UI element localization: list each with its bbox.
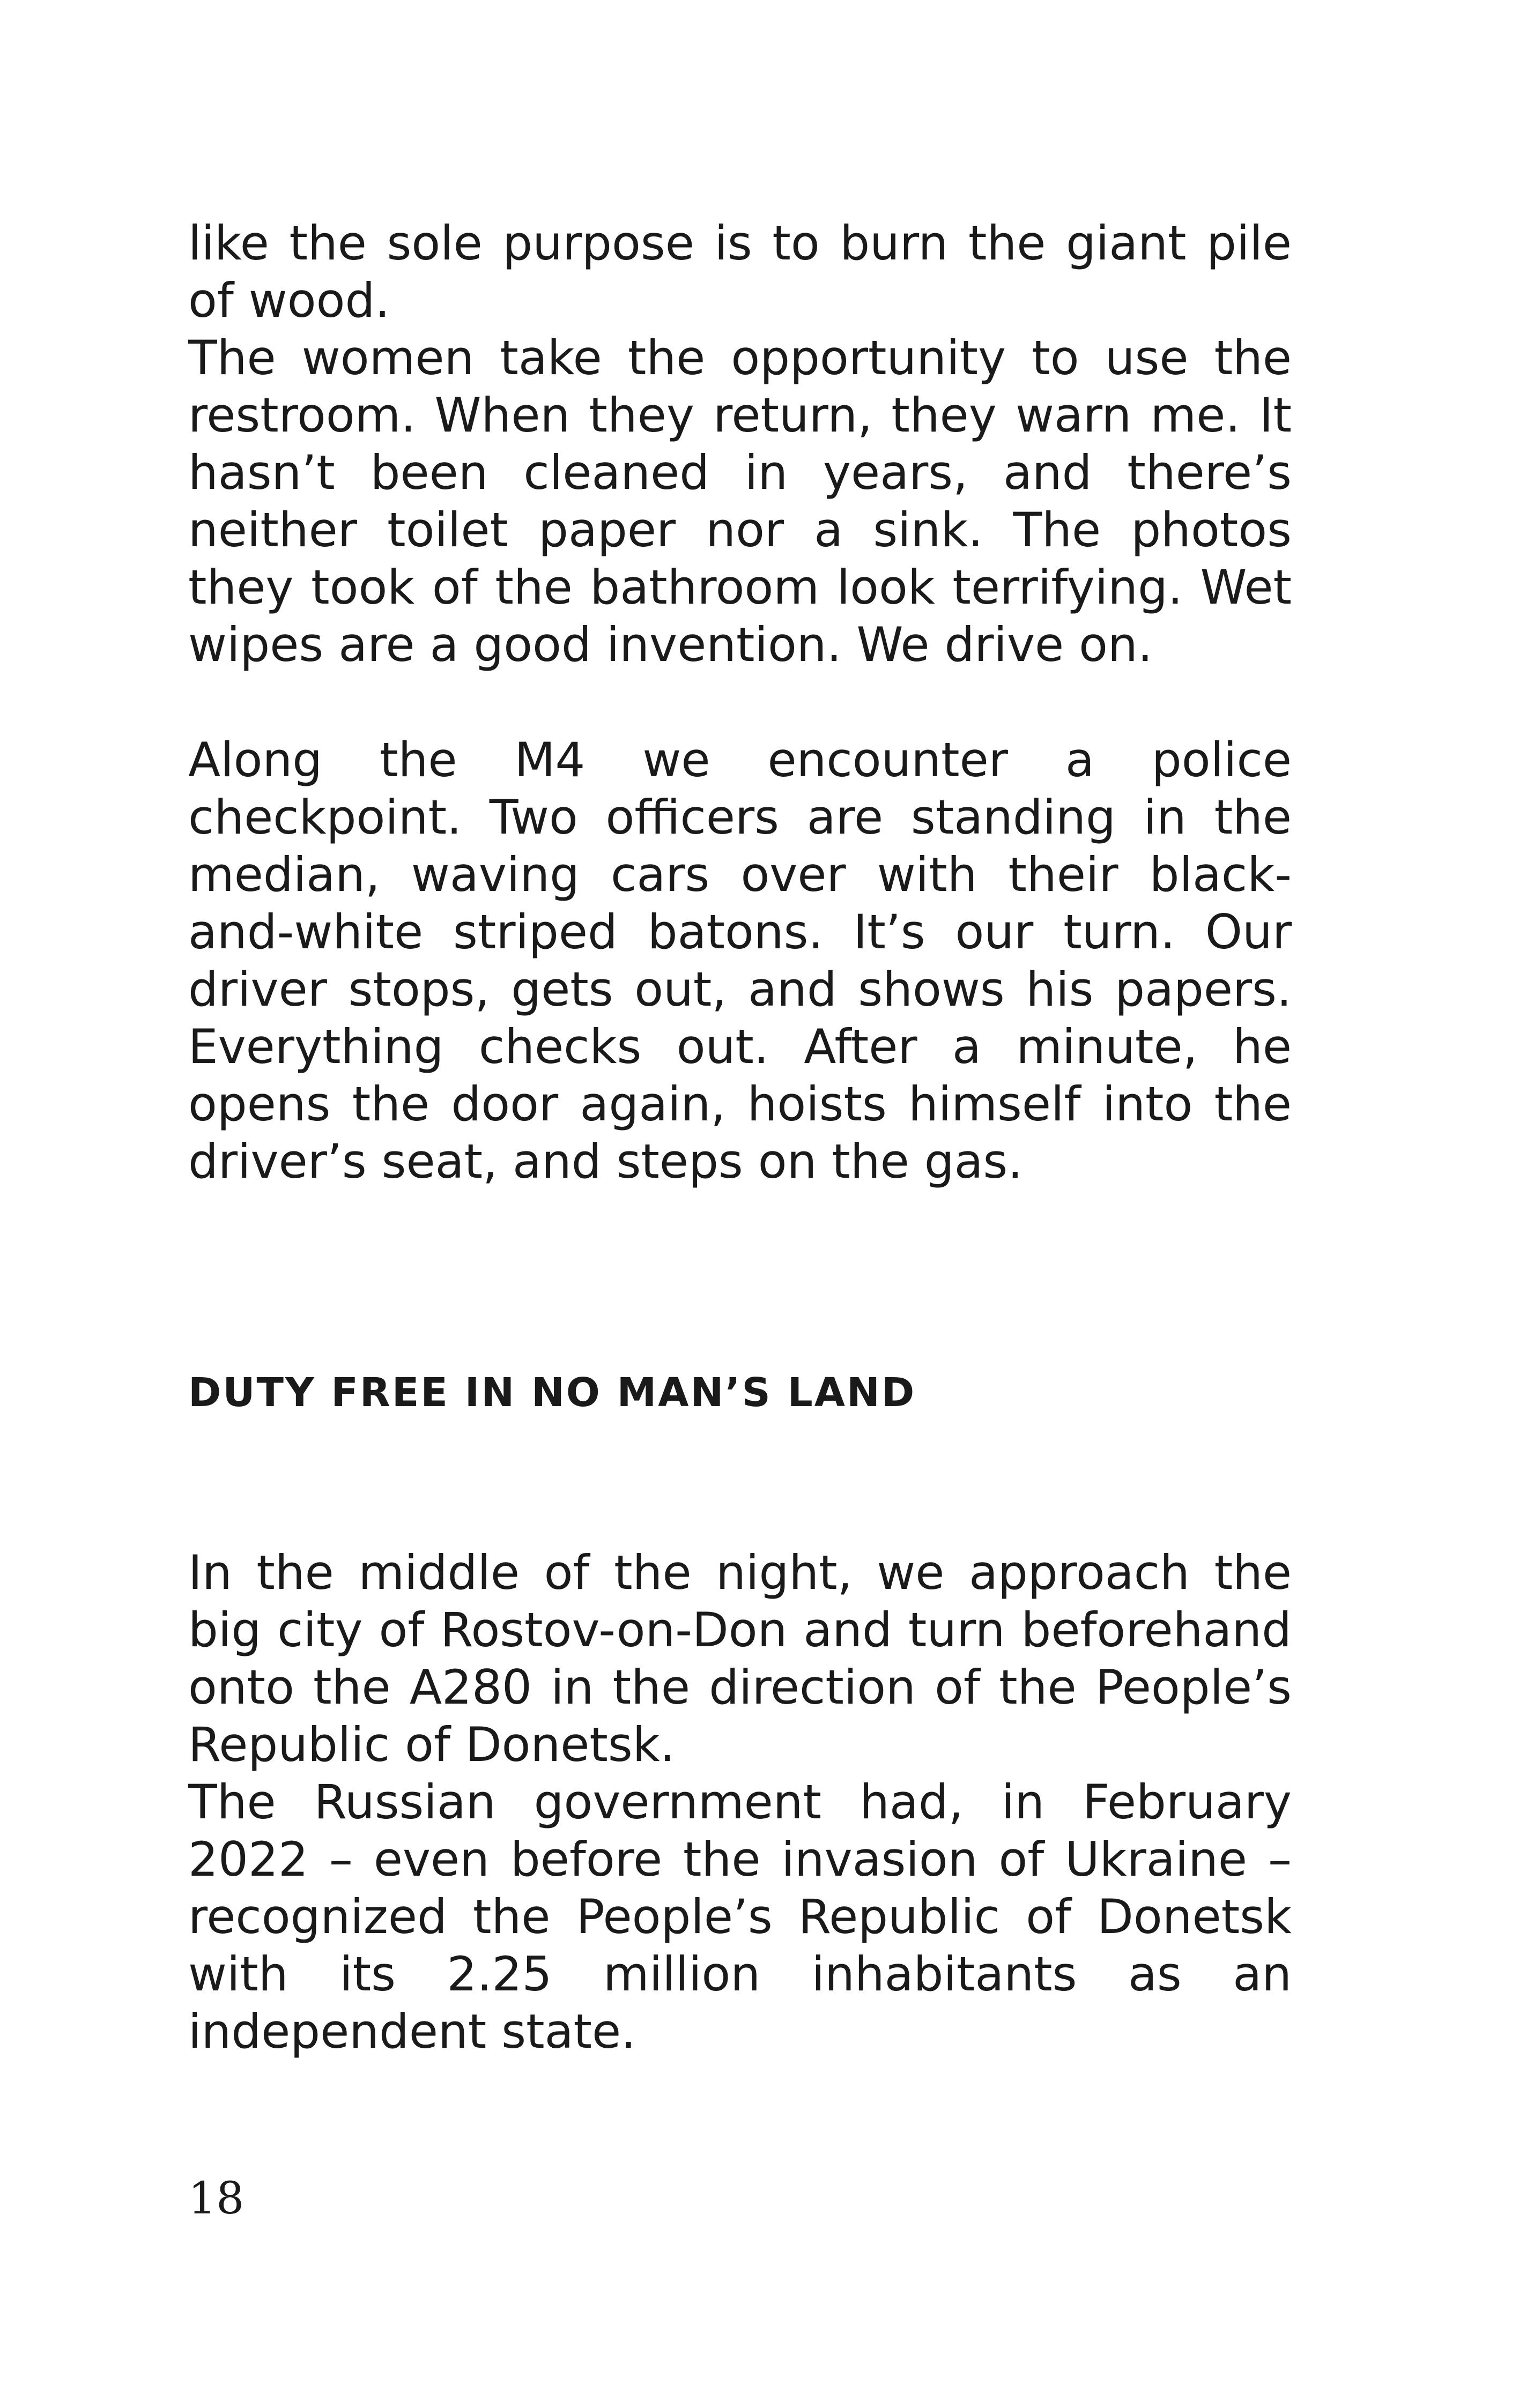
paragraph: like the sole purpose is to burn the giant pile of wood. (188, 215, 1292, 328)
paragraph: The Russian government had, in February 2022 – even before the invasion of Ukraine – recognized the People’s Republic of Donetsk with its 2.25 million inhabitants as an independent state. (188, 1774, 1292, 2059)
text-block-2 (188, 731, 1292, 1190)
section-heading: DUTY FREE IN NO MAN’S LAND (188, 1370, 916, 1416)
text-block-1 (188, 214, 1292, 673)
page-number: 18 (188, 2173, 244, 2224)
paragraph: In the middle of the night, we approach the big city of Rostov-on-Don and turn beforehand onto the A280 in the direction of the People’s Republic of Donetsk. (188, 1545, 1292, 1772)
paragraph: Along the M4 we encounter a police checkpoint. Two officers are standing in the median, waving cars over with their black-and-white striped batons. It’s our turn. Our driver stops, gets out, and shows his papers. Everything checks out. After a minute, he opens the door again, hoists himself into the driver’s seat, and steps on the gas. (188, 732, 1292, 1189)
text-block-3 (188, 1544, 1292, 2060)
paragraph: The women take the opportunity to use the restroom. When they return, they warn me. It hasn’t been cleaned in years, and there’s neither toilet paper nor a sink. The photos they took of the bathroom look terrifying. Wet wipes are a good invention. We drive on. (188, 330, 1292, 672)
